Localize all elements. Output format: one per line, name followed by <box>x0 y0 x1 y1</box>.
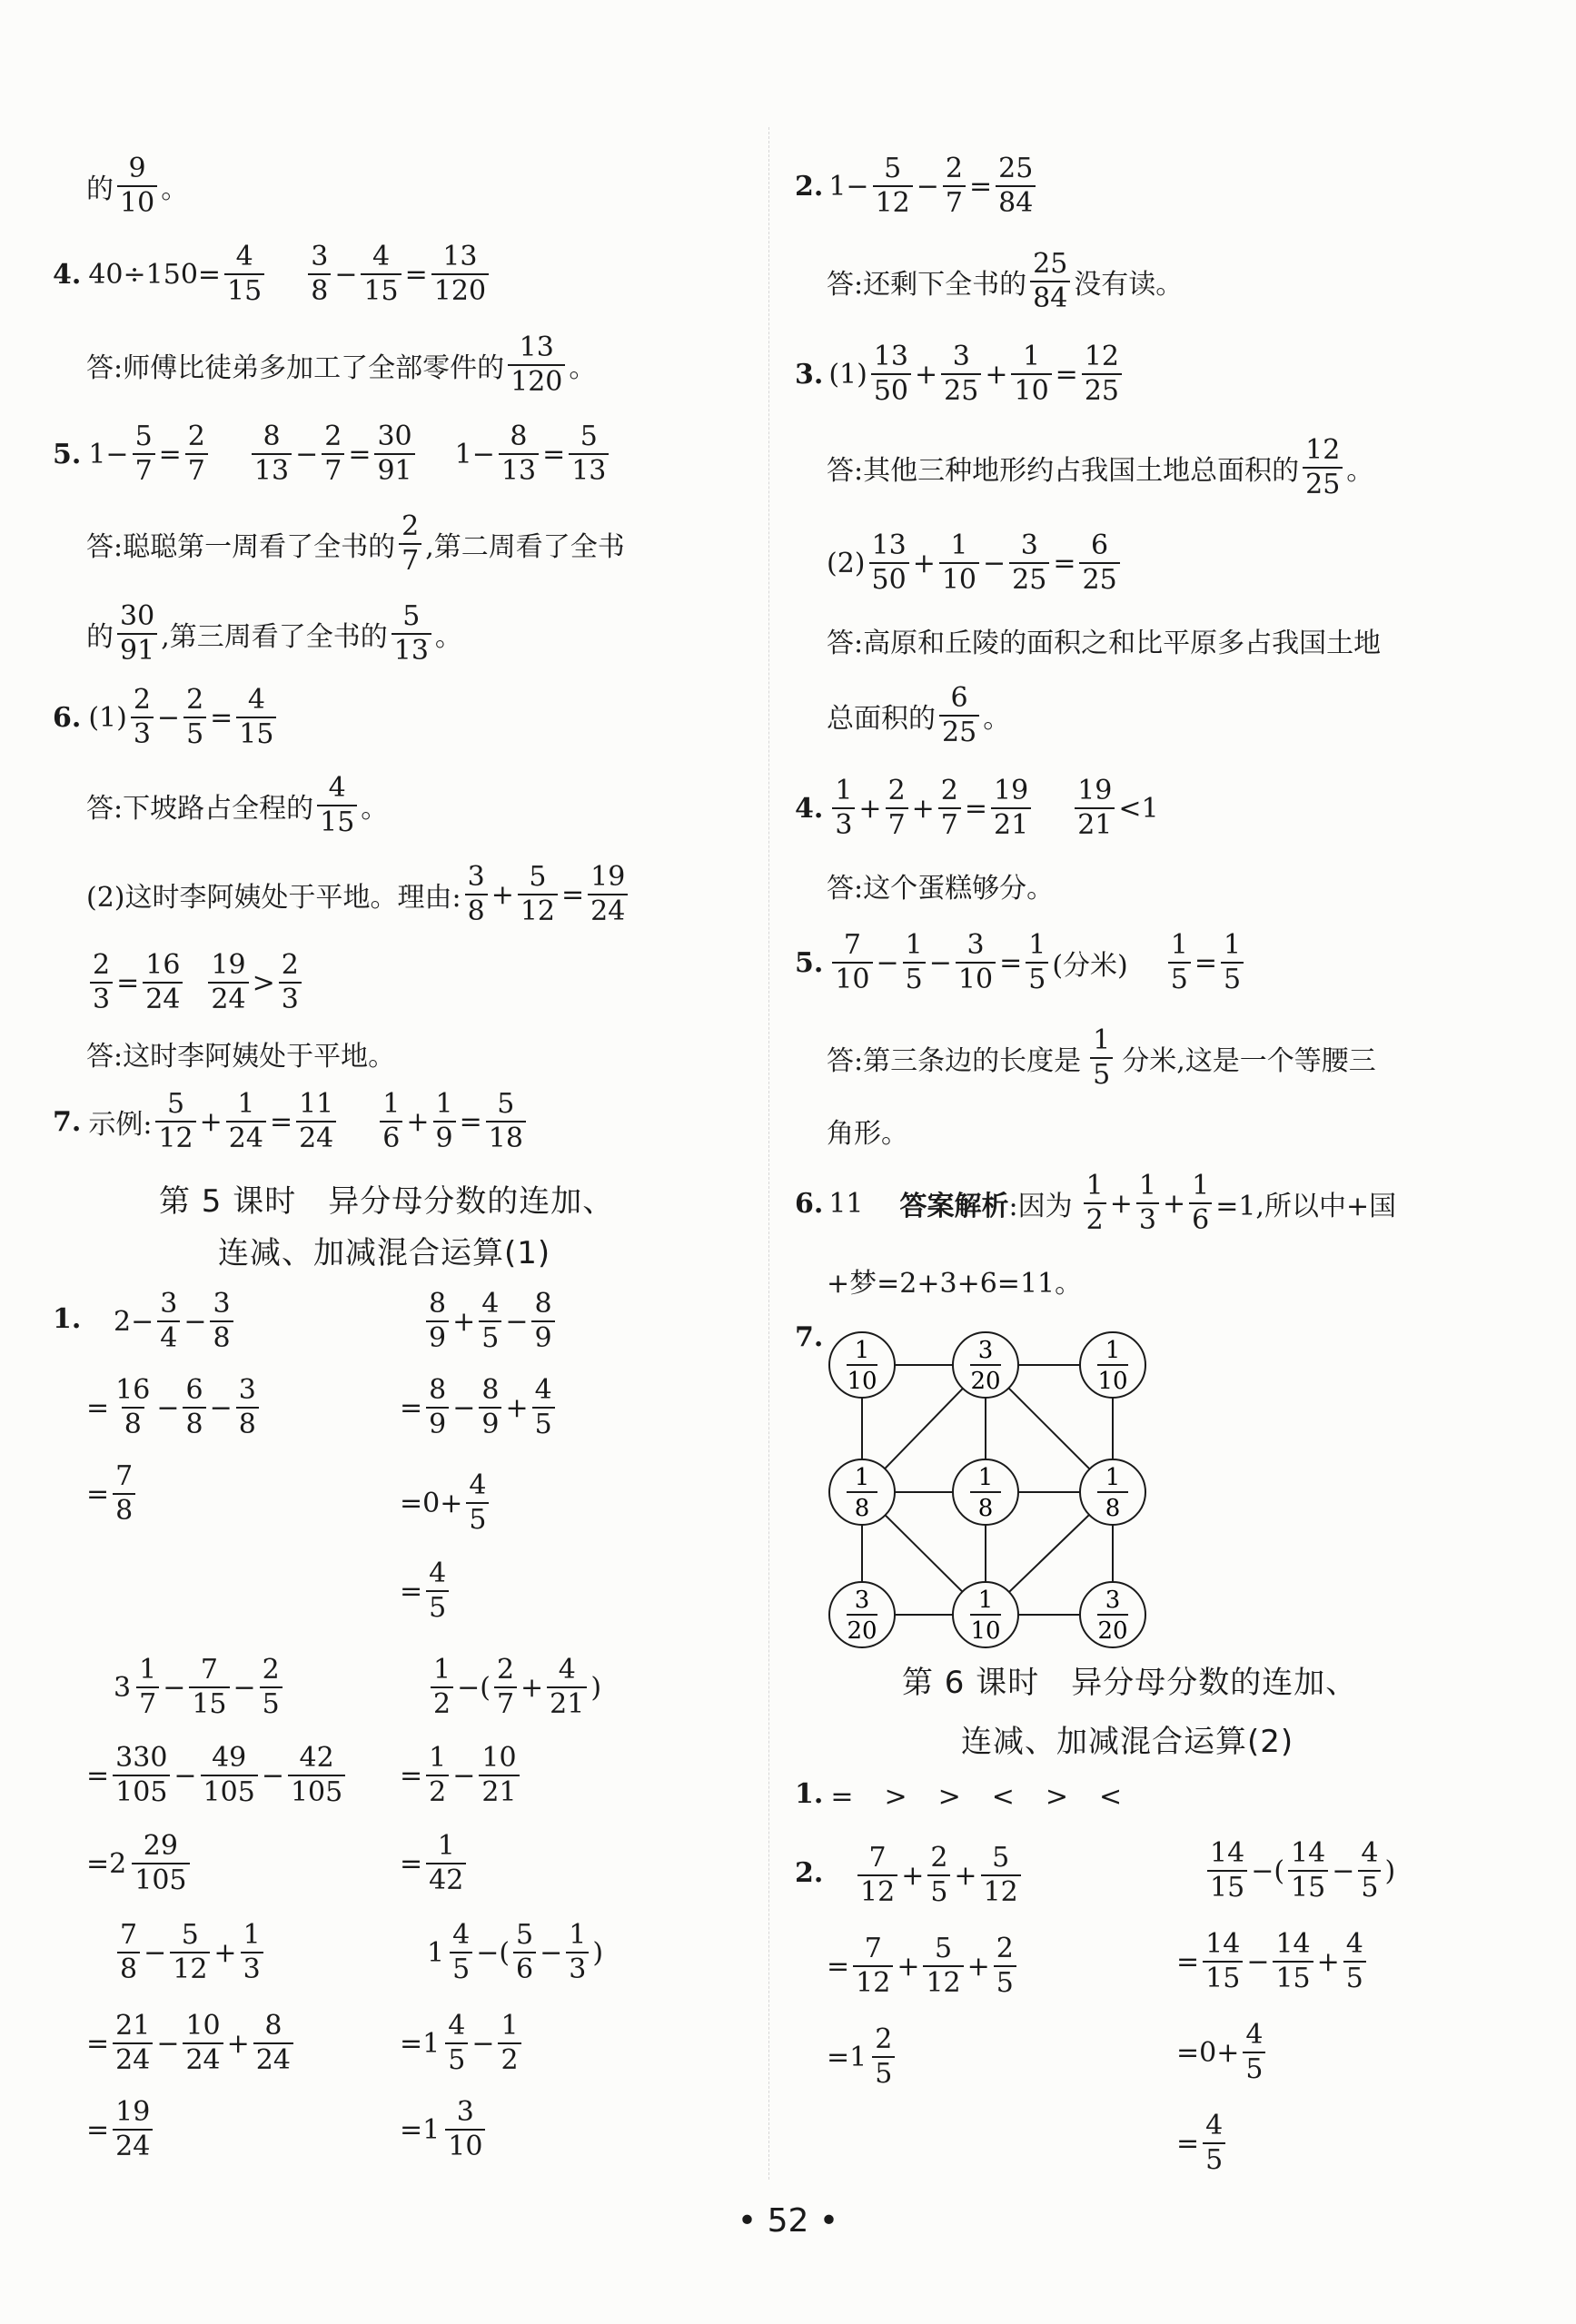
text-de: 的 <box>86 173 114 205</box>
question-5-left: 5. 1− $\frac{5}{7}$ = 2 7 8 13 − 2 7 = 30 91 1− 8 13 = 5 13 <box>53 404 612 504</box>
fraction: 9 10 <box>117 155 157 217</box>
calc-label: 1. <box>53 1303 82 1335</box>
answer-3-2b: 总面积的 6 25 。 <box>827 682 1011 748</box>
lesson-5-title-line1: 第 5 课时 异分母分数的连加、 <box>159 1183 615 1220</box>
grid-node-numerator: 1 <box>854 1464 870 1491</box>
calc-e-step0: 7 8 − 5 12 + 1 3 <box>114 1903 267 2003</box>
answer-3-1: 答:其他三种地形约占我国土地总面积的 12 25 。 <box>827 434 1374 500</box>
lesson-6-title-line1: 第 6 课时 异分母分数的连加、 <box>902 1665 1358 1701</box>
grid-node <box>953 1459 1018 1525</box>
grid-node-denominator: 10 <box>970 1617 1001 1645</box>
grid-node <box>953 1582 1018 1647</box>
answer-continuation: 的 9 10 。 <box>86 153 189 219</box>
grid-node-denominator: 8 <box>977 1495 994 1522</box>
calc-e-step1: = 21 24 − 10 24 + 8 24 <box>86 1993 297 2093</box>
question-4-left: 4. 40÷150= $\frac{4}{15}$ 3 8 − 4 15 = 13 120 <box>53 224 492 324</box>
grid-node-denominator: 8 <box>854 1495 870 1522</box>
question-2-right: 2. 1− $\frac{5}{12}$ − 2 7 = 25 84 <box>795 136 1039 236</box>
answer-5-right-line2: 角形。 <box>827 1118 908 1150</box>
calc-c-step0: 3 1 7 − 7 15 − 2 5 <box>114 1637 286 1737</box>
grid-node-denominator: 8 <box>1105 1495 1121 1522</box>
question-7-left: 7. 示例: 5 12 + 1 24 = 11 24 1 6 + 1 9 = 5 18 <box>53 1072 530 1172</box>
calc-g-step2: =1 2 5 <box>827 2007 898 2107</box>
grid-node-denominator: 10 <box>1097 1368 1128 1395</box>
question-5-right: 5. 7 10 − 1 5 − 3 10 = 1 5 (分米) 1 5 = 1 5 <box>795 913 1247 1013</box>
question-6-2: (2)这时李阿姨处于平地。理由: 3 8 + 5 12 = 19 24 <box>86 845 631 944</box>
lesson-5-title-line2: 连减、加减混合运算(1) <box>218 1235 551 1271</box>
calc-f-step2: =1 3 10 <box>400 2080 489 2180</box>
fraction-grid-diagram <box>818 1317 1163 1653</box>
calc-g-step1: = 7 12 + 5 12 + 2 5 <box>827 1916 1020 2016</box>
question-3-2: (2) 13 50 + 1 10 − 3 25 = 6 25 <box>827 513 1124 613</box>
grid-node-numerator: 1 <box>854 1337 870 1364</box>
answer-4-right: 答:这个蛋糕够分。 <box>827 873 1055 905</box>
calc-g-step0: 7 12 + 2 5 + 5 12 <box>854 1825 1025 1925</box>
calc-h-step0: 14 15 −( 14 15 − 4 5 ) <box>1204 1821 1395 1921</box>
calc-a-step2: = 7 8 <box>86 1444 139 1544</box>
calc-c-step1: = 330 105 − 49 105 − 42 105 <box>86 1726 349 1825</box>
grid-node-denominator: 20 <box>847 1617 877 1645</box>
question-6-right-cont: +梦=2+3+6=11。 <box>827 1268 1083 1300</box>
column-divider <box>768 127 769 2180</box>
grid-node-numerator: 1 <box>977 1464 994 1491</box>
grid-node <box>829 1582 895 1647</box>
grid-node <box>829 1459 895 1525</box>
calc-d-step1: = 1 2 − 10 21 <box>400 1726 523 1825</box>
calc-e-step2: = 19 24 <box>86 2080 156 2180</box>
calc-b-step2: =0+ 4 5 <box>400 1453 492 1553</box>
calc-d-step0: 1 2 −( 2 7 + 4 21 ) <box>427 1637 601 1737</box>
lesson-6-title-line2: 连减、加减混合运算(2) <box>961 1724 1294 1760</box>
question-2-right-b-label: 2. <box>795 1857 824 1889</box>
calc-a-step0: 2− 3 4 − 3 8 <box>114 1271 237 1371</box>
grid-node-numerator: 1 <box>1105 1337 1121 1364</box>
calc-a-step1: = 16 8 − 6 8 − 3 8 <box>86 1358 263 1458</box>
answer-2-right: 答:还剩下全书的 25 84 没有读。 <box>827 248 1184 314</box>
question-4-right: 4. 1 3 + 2 7 + 2 7 = 19 21 19 21 <1 <box>795 775 1159 841</box>
grid-node-numerator: 3 <box>854 1587 870 1614</box>
answer-5-line2: 的 30 91 ,第三周看了全书的 5 13 。 <box>86 600 462 667</box>
grid-node-denominator: 20 <box>970 1368 1001 1395</box>
calc-b-step3: = 4 5 <box>400 1541 452 1641</box>
calc-f-step0: 1 4 5 −( 5 6 − 1 3 ) <box>427 1919 604 1985</box>
grid-node <box>829 1332 895 1398</box>
grid-node <box>1080 1459 1145 1525</box>
grid-node <box>953 1332 1018 1398</box>
calc-b-step0: 8 9 + 4 5 − 8 9 <box>422 1271 559 1371</box>
grid-node <box>1080 1332 1145 1398</box>
calc-d-step2: = 1 42 <box>400 1814 470 1914</box>
answer-3-2a: 答:高原和丘陵的面积之和比平原多占我国土地 <box>827 628 1382 659</box>
calc-c-step2: =2 29 105 <box>86 1814 193 1914</box>
calc-b-step1: = 8 9 − 8 9 + 4 5 <box>400 1358 559 1458</box>
answer-6-1: 答:下坡路占全程的 4 15 。 <box>86 772 389 838</box>
answer-6-2: 答:这时李阿姨处于平地。 <box>86 1041 396 1073</box>
calc-f-step1: =1 4 5 − 1 2 <box>400 1993 525 2093</box>
question-6-left: 6. (1) 2 3 − 2 5 = 4 15 <box>53 668 280 767</box>
question-7-right-label: 7. <box>795 1321 824 1353</box>
grid-node <box>1080 1582 1145 1647</box>
page-number: • 52 • <box>737 2202 839 2240</box>
question-3-right: 3. (1) 13 50 + 3 25 + 1 10 = 12 25 <box>795 324 1125 424</box>
calc-h-step3: = 4 5 <box>1176 2093 1229 2193</box>
calc-h-step2: =0+ 4 5 <box>1176 2003 1269 2102</box>
answer-5-line1: 答:聪聪第一周看了全书的 2 7 ,第二周看了全书 <box>86 510 625 577</box>
answer-4-left: 答:师傅比徒弟多加工了全部零件的 13 120 。 <box>86 331 597 398</box>
comparison-6: 2 3 = 16 24 19 24 > 2 3 <box>86 933 305 1033</box>
grid-node-numerator: 3 <box>1105 1587 1121 1614</box>
question-1-right-b: 1. = > > < > < <box>795 1777 1125 1813</box>
question-6-right: 6. 11 答案解析 :因为 1 2 + 1 3 + $\frac{1}{6}$ =1,所以中+国 <box>795 1170 1397 1236</box>
answer-5-right-line1: 答:第三条边的长度是 1 5 分米,这是一个等腰三 <box>827 1024 1376 1091</box>
grid-node-denominator: 20 <box>1097 1617 1128 1645</box>
grid-node-denominator: 10 <box>847 1368 877 1395</box>
grid-node-numerator: 1 <box>1105 1464 1121 1491</box>
calc-h-step1: = 14 15 − 14 15 + 4 5 <box>1176 1912 1370 2012</box>
grid-node-numerator: 3 <box>977 1337 994 1364</box>
grid-node-numerator: 1 <box>977 1587 994 1614</box>
